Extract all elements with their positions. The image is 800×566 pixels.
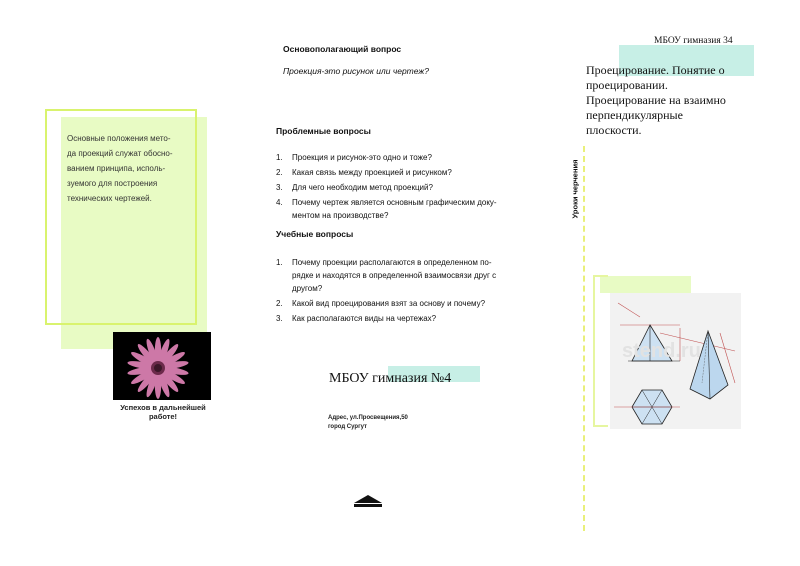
figure-green-frame — [593, 275, 608, 427]
text-line: технических чертежей. — [67, 194, 152, 203]
school-title: МБОУ гимназия №4 — [329, 371, 452, 386]
topic-line: перпендикулярные — [586, 108, 683, 122]
fold-line — [583, 146, 585, 531]
list-item — [276, 312, 538, 325]
topic-line: Проецирование. Понятие о — [586, 63, 725, 77]
list-item — [276, 181, 538, 194]
guiding-question-text: Проекция-это рисунок или чертеж? — [283, 66, 429, 76]
address-line: Адрес, ул.Просвещения,50 — [328, 415, 408, 421]
item-line: Для чего необходим метод проекций? — [292, 183, 433, 192]
list-item — [276, 297, 538, 310]
item-line: Какая связь между проекцией и рисунком? — [292, 168, 452, 177]
text-line: ванием принципа, исполь- — [67, 164, 166, 173]
learning-questions-list — [276, 256, 538, 327]
figure-green-band — [600, 276, 691, 293]
item-number: 3. — [276, 183, 283, 192]
topic-line: плоскости. — [586, 123, 642, 137]
learning-questions-heading: Учебные вопросы — [276, 229, 354, 239]
problem-questions-list — [276, 151, 538, 224]
list-item — [276, 256, 538, 295]
projection-method-text — [67, 131, 175, 206]
guiding-question-heading: Основополагающий вопрос — [283, 44, 402, 54]
flower-icon — [113, 332, 211, 400]
decorative-mark-icon — [354, 494, 382, 512]
item-line: Почему проекции располагаются в определенном по- — [292, 258, 492, 267]
header-school-label: МБОУ гимназия 34 — [654, 36, 733, 46]
list-item — [276, 196, 538, 222]
item-line: Проекция и рисунок-это одно и тоже? — [292, 153, 432, 162]
item-number: 1. — [276, 258, 283, 267]
item-line: другом? — [292, 284, 323, 293]
list-item — [276, 151, 538, 164]
problem-questions-heading: Проблемные вопросы — [276, 126, 371, 136]
item-number: 2. — [276, 299, 283, 308]
item-number: 3. — [276, 314, 283, 323]
item-line: рядке и находятся в определенной взаимосвязи друг с — [292, 271, 497, 280]
success-caption: Успехов в дальнейшей работе! — [120, 403, 206, 421]
item-line: ментом на производстве? — [292, 211, 389, 220]
item-number: 4. — [276, 198, 283, 207]
topic-line: проецировании. — [586, 78, 668, 92]
text-line: Основные положения мето- — [67, 134, 171, 143]
item-line: Как располагаются виды на чертежах? — [292, 314, 437, 323]
item-line: Почему чертеж является основным графическим доку- — [292, 198, 497, 207]
list-item — [276, 166, 538, 179]
flower-image — [113, 332, 211, 400]
item-number: 1. — [276, 153, 283, 162]
text-line: да проекций служат обосно- — [67, 149, 173, 158]
text-line: зуемого для построения — [67, 179, 158, 188]
vertical-tab-text: Уроки черчения — [570, 159, 580, 219]
topic-title — [586, 63, 771, 138]
topic-line: Проецирование на взаимно — [586, 93, 726, 107]
vertical-tab-label — [569, 148, 581, 230]
city-line: город Сургут — [328, 424, 367, 430]
item-line: Какой вид проецирования взят за основу и почему? — [292, 299, 486, 308]
watermark: stend.ru — [622, 340, 701, 362]
item-number: 2. — [276, 168, 283, 177]
